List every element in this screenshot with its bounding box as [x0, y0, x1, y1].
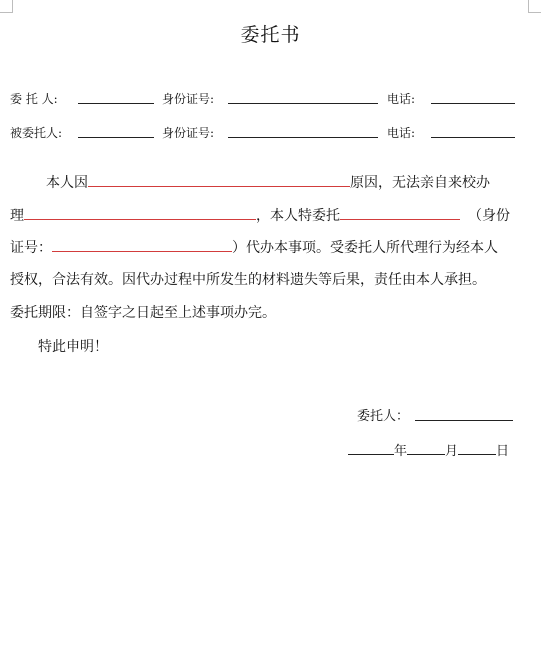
day-label: 日 [496, 444, 510, 459]
body-line-3 [10, 237, 516, 258]
year-blank[interactable] [348, 442, 394, 455]
page-corner-mark-right [528, 0, 541, 13]
matter-blank[interactable] [24, 205, 256, 220]
date-row [348, 440, 509, 459]
body-line-4: 授权，合法有效。因代办过程中所发生的材料遗失等后果，责任由本人承担。 [10, 272, 486, 288]
entrust-text: ，本人特委托 [256, 208, 340, 224]
entrust-period-line: 委托期限：自签字之日起至上述事项办完。 [10, 305, 276, 321]
agent-phone-blank[interactable] [431, 137, 515, 138]
year-label: 年 [394, 444, 408, 459]
signature-label: 委托人： [357, 409, 410, 424]
principal-name-blank[interactable] [78, 103, 154, 104]
day-blank[interactable] [458, 442, 496, 455]
document-title: 委托书 [240, 24, 301, 46]
agency-statement: ）代办本事项。受委托人所代理行为经本人 [232, 240, 498, 256]
principal-info-row [10, 90, 515, 108]
id-open-paren: （身份 [468, 208, 510, 224]
principal-name-label: 委 托 人: [10, 92, 58, 106]
body-line-1 [10, 172, 516, 193]
agent-blank[interactable] [340, 205, 460, 220]
reason-suffix: 原因，无法亲自来校办 [350, 175, 490, 191]
agent-info-row [10, 124, 515, 142]
agent-id-number-blank[interactable] [52, 237, 232, 252]
id-number-prefix: 证号： [10, 240, 52, 256]
page-corner-mark-left [0, 0, 13, 13]
principal-id-label: 身份证号: [162, 92, 215, 106]
declaration-line: 特此申明！ [38, 339, 108, 355]
body-line-2 [10, 205, 516, 226]
matter-prefix: 理 [10, 208, 24, 224]
agent-id-blank[interactable] [228, 137, 378, 138]
agent-name-label: 被委托人: [10, 126, 63, 140]
principal-phone-blank[interactable] [431, 103, 515, 104]
month-blank[interactable] [407, 442, 445, 455]
reason-prefix: 本人因 [46, 175, 88, 191]
principal-phone-label: 电话: [387, 92, 416, 106]
signature-blank[interactable] [415, 420, 513, 421]
agent-name-blank[interactable] [78, 137, 154, 138]
month-label: 月 [445, 444, 459, 459]
principal-id-blank[interactable] [228, 103, 378, 104]
reason-blank[interactable] [88, 172, 350, 187]
agent-id-label: 身份证号: [162, 126, 215, 140]
agent-phone-label: 电话: [387, 126, 416, 140]
